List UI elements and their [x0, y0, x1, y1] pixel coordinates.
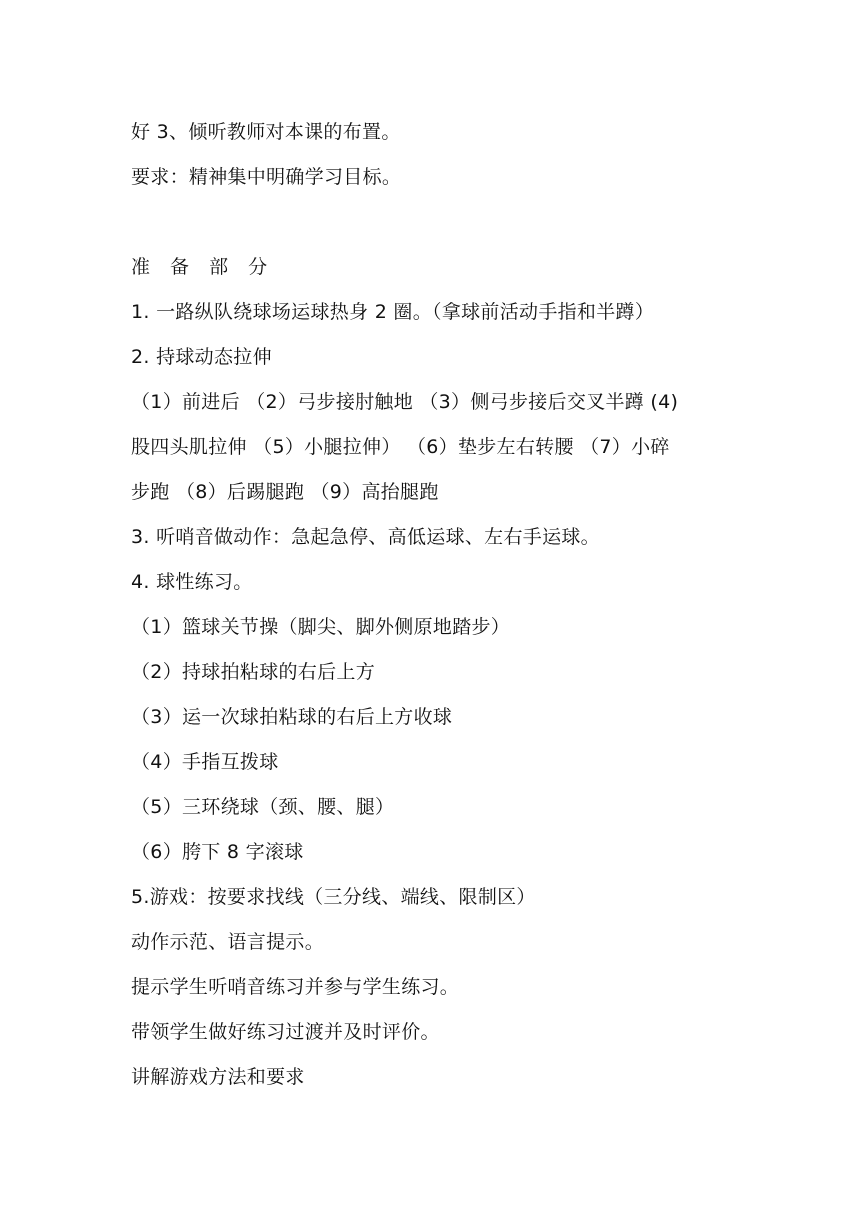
text-line: 2. 持球动态拉伸	[131, 346, 272, 368]
text-line: （5）三环绕球（颈、腰、腿）	[131, 796, 395, 818]
text-line: 步跑 （8）后踢腿跑 （9）高抬腿跑	[131, 481, 439, 503]
text-line: （4）手指互拨球	[131, 751, 279, 773]
intro-line-2: 要求：精神集中明确学习目标。	[131, 166, 402, 188]
text-line: 带领学生做好练习过渡并及时评价。	[131, 1021, 440, 1043]
text-line: 动作示范、语言提示。	[131, 931, 325, 953]
text-line: 提示学生听哨音练习并参与学生练习。	[131, 976, 460, 998]
blank-line	[131, 200, 741, 245]
text-line: 讲解游戏方法和要求	[131, 1066, 305, 1088]
text-line: 3. 听哨音做动作：急起急停、高低运球、左右手运球。	[131, 526, 600, 548]
document-body	[131, 110, 741, 1100]
intro-line-1: 好 3、倾听教师对本课的布置。	[131, 121, 401, 143]
text-line: 1. 一路纵队绕球场运球热身 2 圈。（拿球前活动手指和半蹲）	[131, 301, 655, 323]
text-line: 5.游戏：按要求找线（三分线、端线、限制区）	[131, 886, 536, 908]
text-line: （6）胯下 8 字滚球	[131, 841, 304, 863]
text-line: 股四头肌拉伸 （5）小腿拉伸） （6）垫步左右转腰 （7）小碎	[131, 436, 670, 458]
text-line: （2）持球拍粘球的右后上方	[131, 661, 375, 683]
section-title: 准 备 部 分	[131, 256, 275, 278]
text-line: （1）篮球关节操（脚尖、脚外侧原地踏步）	[131, 616, 511, 638]
text-line: （3）运一次球拍粘球的右后上方收球	[131, 706, 453, 728]
text-line: （1）前进后 （2）弓步接肘触地 （3）侧弓步接后交叉半蹲 (4)	[131, 391, 679, 413]
text-line: 4. 球性练习。	[131, 571, 253, 593]
